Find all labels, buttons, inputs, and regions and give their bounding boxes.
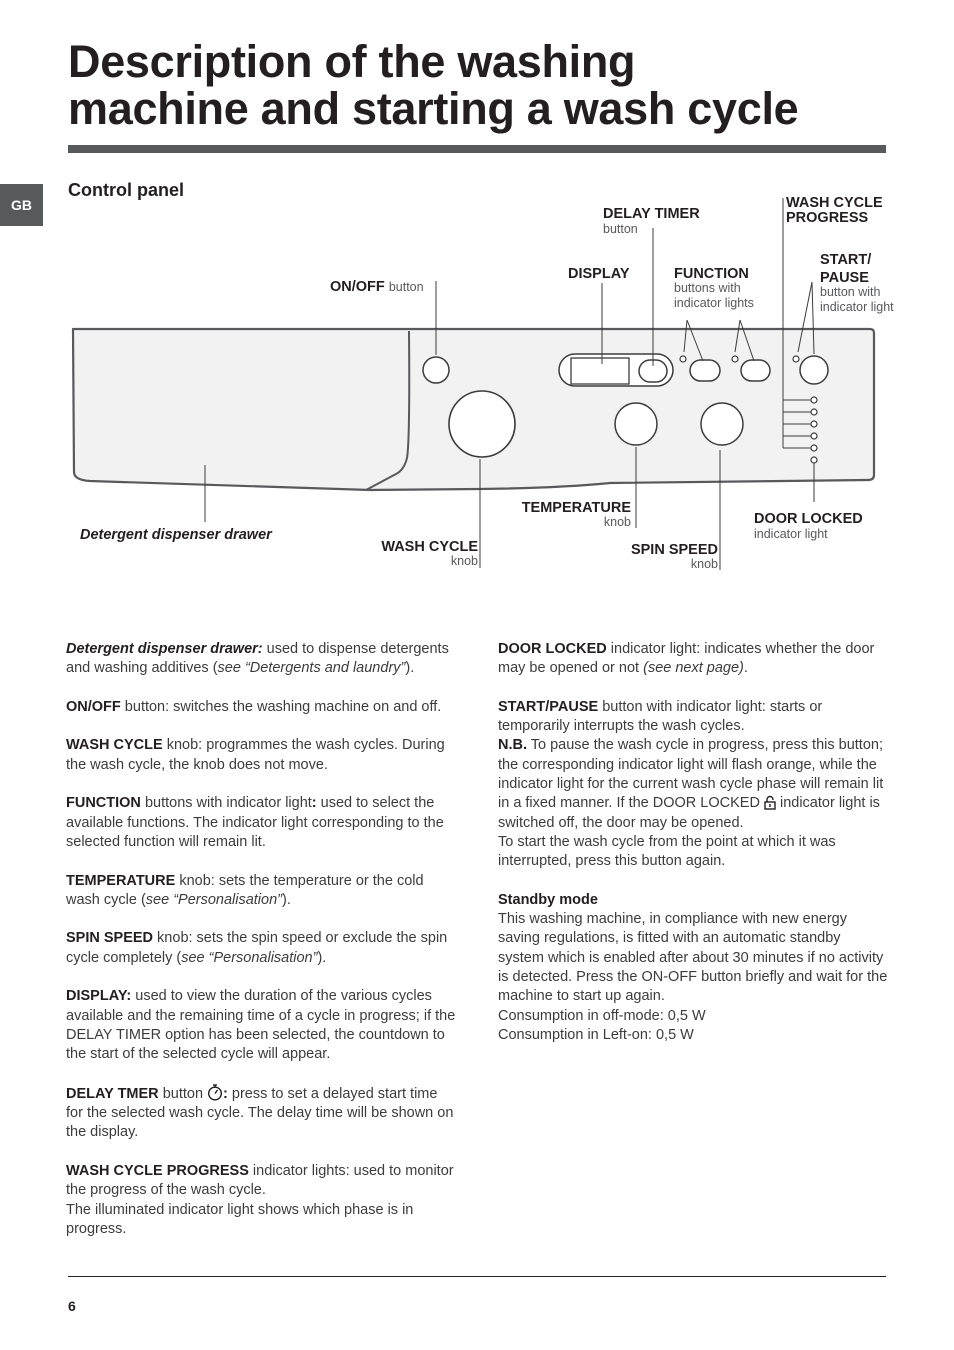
para-detergent-drawer: Detergent dispenser drawer: used to dispense detergents and washing additives (see “Detergents and laundry”). (66, 641, 449, 677)
label-on-off (330, 279, 424, 295)
label-wash-cycle: WASH CYCLE (381, 539, 478, 555)
function-light-1 (680, 356, 686, 362)
title-line-1: Description of the washing (68, 36, 636, 87)
label-delay-timer: DELAY TIMER (603, 206, 700, 222)
padlock-icon (764, 795, 776, 810)
label-spin-speed-sub: knob (690, 557, 718, 571)
door-locked-light (811, 457, 817, 463)
para-standby: Standby mode This washing machine, in compliance with new energy saving regulations, is fitted with an automatic standby system which is enabled after about 30 minutes if no activity is detected. Press the ON-OFF button briefly and wait for the machine to start up again. Consumption in off-mode: 0,5 W Consumption in Left-on: 0,5 W (498, 891, 888, 1043)
section-title: Control panel (68, 180, 184, 200)
footer-rule (68, 1276, 886, 1277)
para-on-off: ON/OFF button: switches the washing machine on and off. (66, 698, 442, 715)
function-button-2 (741, 360, 770, 381)
para-door-locked: DOOR LOCKED indicator light: indicates whether the door may be opened or not (see next page). (498, 641, 875, 677)
label-wash-cycle-sub: knob (450, 554, 478, 568)
label-function: FUNCTION (674, 266, 749, 282)
on-off-button (423, 357, 449, 383)
label-wash-cycle-progress-1: WASH CYCLE (786, 195, 883, 211)
para-wash-cycle: WASH CYCLE knob: programmes the wash cycles. During the wash cycle, the knob does not move. (66, 737, 445, 773)
page-number: 6 (68, 1298, 76, 1314)
left-column (66, 640, 456, 1259)
timer-icon (207, 1084, 223, 1101)
para-function: FUNCTION buttons with indicator light: used to select the available functions. The indicator light corresponding to the selected function will remain lit. (66, 795, 444, 850)
start-pause-light (793, 356, 799, 362)
para-temperature: TEMPERATURE knob: sets the temperature or the cold wash cycle (see “Personalisation”). (66, 872, 424, 908)
para-wash-cycle-progress: WASH CYCLE PROGRESS indicator lights: used to monitor the progress of the wash cycle. The illuminated indicator light shows which phase is in progress. (66, 1163, 454, 1237)
temperature-knob (615, 403, 657, 445)
title-rule (68, 145, 886, 153)
label-delay-timer-sub: button (603, 222, 638, 236)
on-off-label: ON/OFF (330, 279, 385, 295)
function-button-1 (690, 360, 720, 381)
label-wash-cycle-progress-2: PROGRESS (786, 210, 869, 226)
label-detergent-drawer: Detergent dispenser drawer (80, 527, 272, 543)
label-start-pause-1: START/ (820, 252, 872, 268)
on-off-sub: button (388, 280, 424, 294)
label-temperature: TEMPERATURE (521, 500, 631, 516)
para-spin-speed: SPIN SPEED knob: sets the spin speed or exclude the spin cycle completely (see “Personalisation”). (66, 930, 448, 966)
label-spin-speed: SPIN SPEED (630, 542, 718, 558)
title-line-2: machine and starting a wash cycle (68, 83, 799, 134)
label-display: DISPLAY (568, 266, 630, 282)
label-function-sub1: buttons with (674, 281, 741, 295)
para-display: DISPLAY: used to view the duration of the various cycles available and the remaining time of a cycle in progress; if the DELAY TIMER option has been selected, the countdown to the start of the selected cycle will appear. (66, 988, 456, 1063)
display-screen (571, 358, 629, 384)
right-column (498, 640, 888, 1065)
page-title (68, 38, 908, 132)
function-light-2 (732, 356, 738, 362)
label-start-pause-sub2: indicator light (820, 300, 894, 314)
label-door-locked: DOOR LOCKED (754, 511, 863, 527)
label-start-pause-sub1: button with (820, 285, 881, 299)
label-temperature-sub: knob (603, 515, 631, 529)
label-function-sub2: indicator lights (674, 296, 754, 310)
para-start-pause: START/PAUSE button with indicator light: starts or temporarily interrupts the wash cycles. N.B. To pause the wash cycle in progress, press this button; the corresponding indicator light will flash orange, while the indicator light for the current wash cycle phase will remain lit in a fixed manner. If the DOOR LOCKED indicator light is switched off, the door may be opened. To start the wash cycle from the point at which it was interrupted, press this button again. (498, 698, 884, 870)
label-door-locked-sub: indicator light (754, 527, 828, 541)
language-tab: GB (0, 184, 43, 226)
spin-speed-knob (701, 403, 743, 445)
wash-cycle-knob (449, 391, 515, 457)
label-start-pause-2: PAUSE (820, 270, 869, 286)
start-pause-button (800, 356, 828, 384)
para-delay-timer: DELAY TMER button : press to set a delayed start time for the selected wash cycle. The delay time will be shown on the display. (66, 1085, 454, 1141)
